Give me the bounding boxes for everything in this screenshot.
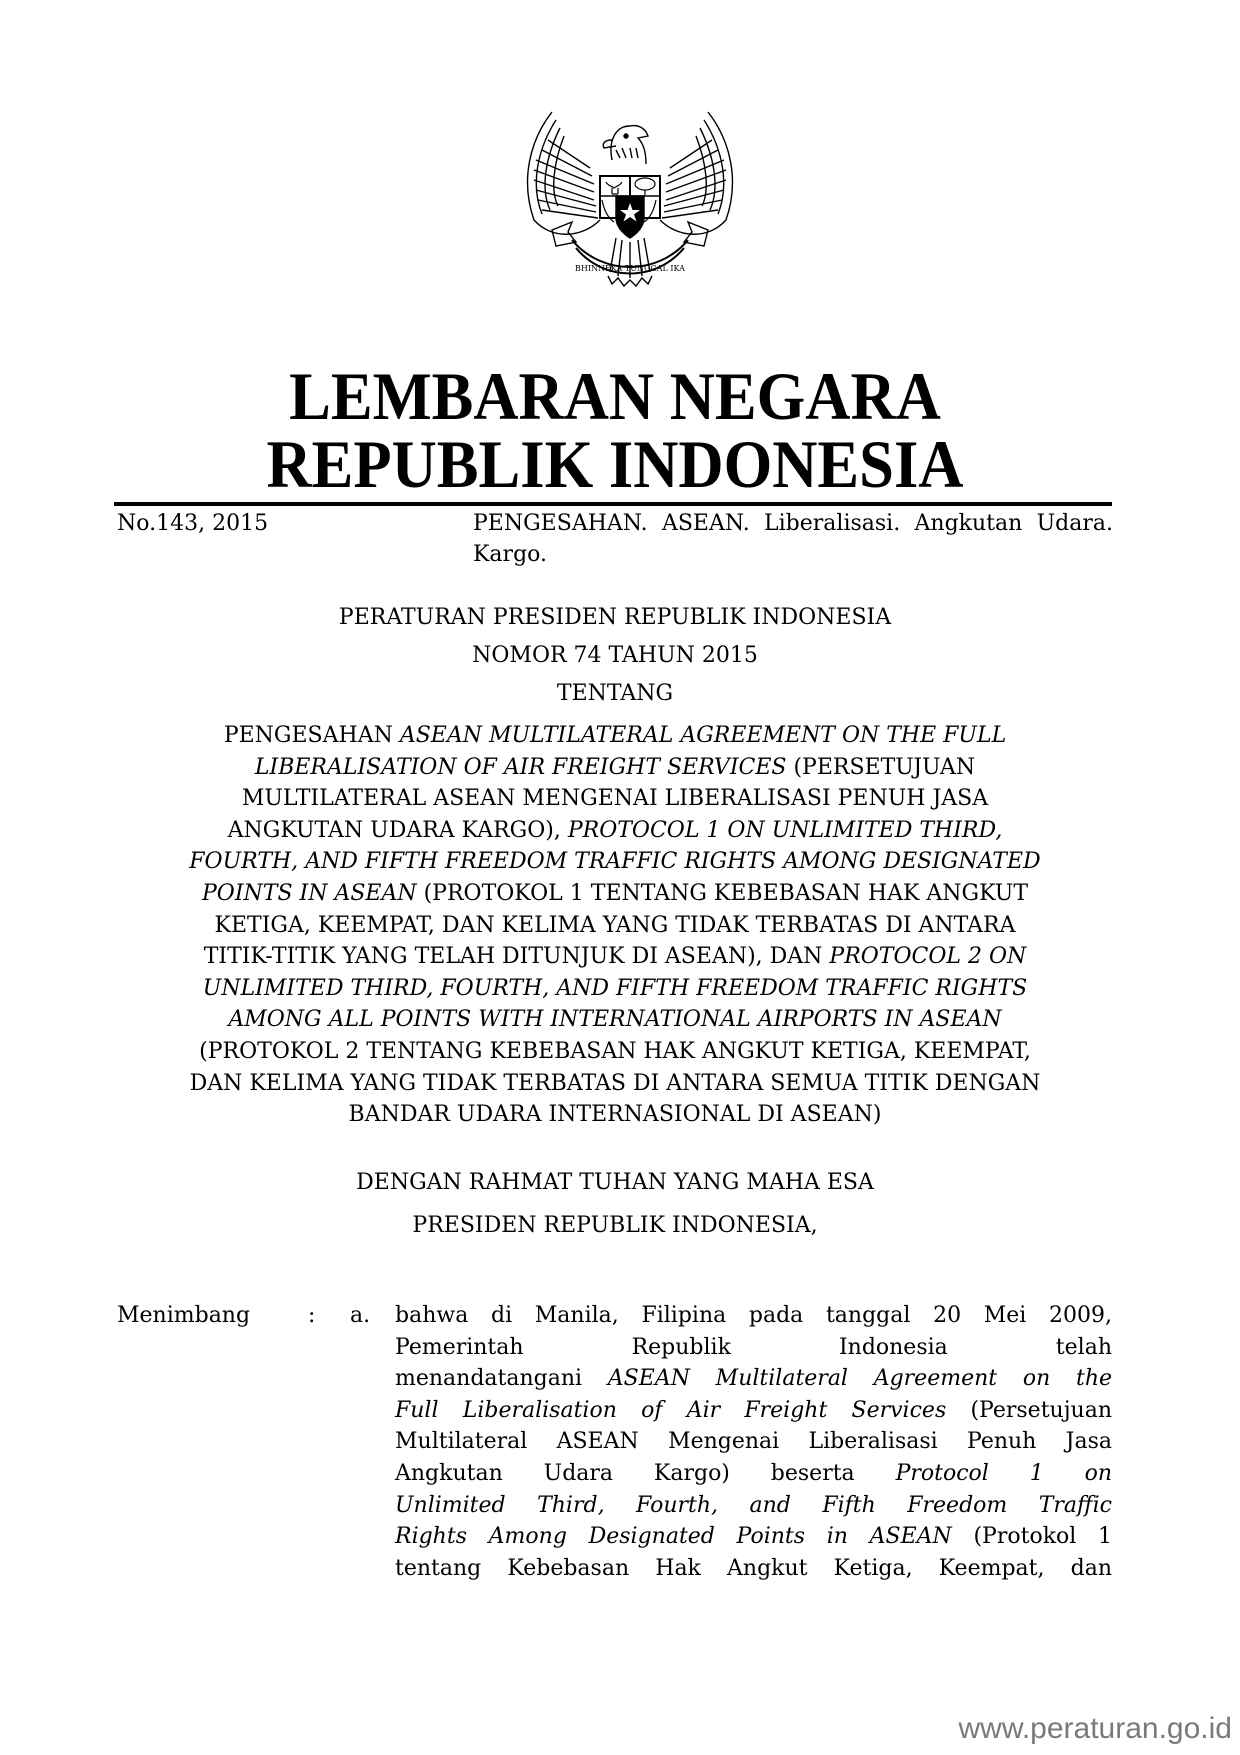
text-segment: Multilateral ASEAN Mengenai Liberalisasi Penuh Jasa [395,1429,1112,1455]
italic-segment: ASEAN Multilateral Agreement on the [607,1366,1113,1392]
title-line [110,1036,1120,1068]
text-segment: (PROTOKOL 2 TENTANG KEBEBASAN HAK ANGKUT KETIGA, KEEMPAT, [199,1038,1031,1064]
left-wing [528,112,600,234]
text-segment: menandatangani [395,1366,608,1392]
regulation-heading: PERATURAN PRESIDEN REPUBLIK INDONESIA [338,605,892,630]
title-line [110,941,1120,973]
considering-colon: : [308,1303,316,1328]
title-line [110,752,1120,784]
masthead-line-2: REPUBLIK INDONESIA [266,426,964,502]
text-segment: Pemerintah Republik Indonesia telah [395,1334,1112,1360]
issue-subject: PENGESAHAN. ASEAN. Liberalisasi. Angkutan Udara. Kargo. [473,511,1113,567]
text-segment: tentang Kebebasan Hak Angkut Ketiga, Keempat, dan [395,1555,1112,1581]
italic-segment: Protocol 1 on [895,1460,1112,1486]
svg-text:BHINNEKA TUNGGAL IKA: BHINNEKA TUNGGAL IKA [575,264,685,273]
title-line [110,783,1120,815]
considering-line [395,1521,1112,1553]
considering-line [395,1363,1112,1395]
text-segment: (PERSETUJUAN [786,754,976,780]
considering-line [395,1332,1112,1364]
issuer: PRESIDEN REPUBLIK INDONESIA, [412,1213,818,1238]
considering-label: Menimbang [117,1303,251,1328]
text-segment: PENGESAHAN [223,723,400,748]
text-segment: TITIK-TITIK YANG TELAH DITUNJUK DI ASEAN), DAN [203,944,830,970]
title-line [110,720,1120,752]
invocation: DENGAN RAHMAT TUHAN YANG MAHA ESA [356,1170,874,1195]
italic-segment: PROTOCOL 1 ON UNLIMITED THIRD, [567,817,1003,843]
garuda-pancasila-emblem-icon [512,100,748,300]
issue-number: No.143, 2015 [117,511,269,536]
text-segment: ANGKUTAN UDARA KARGO), [227,817,568,843]
masthead-divider [114,502,1112,506]
text-segment: MULTILATERAL ASEAN MENGENAI LIBERALISASI PENUH JASA [241,786,989,812]
italic-segment: Unlimited Third, Fourth, and Fifth Freedom Traffic [395,1492,1112,1518]
considering-item-body [395,1300,1112,1584]
title-line [110,846,1120,878]
text-segment: (PROTOKOL 1 TENTANG KEBEBASAN HAK ANGKUT [416,880,1028,906]
text-segment: BANDAR UDARA INTERNASIONAL DI ASEAN) [348,1102,882,1128]
text-segment: (Persetujuan [946,1397,1112,1423]
regulation-title [110,720,1120,1131]
text-segment: Angkutan Udara Kargo) beserta [395,1460,896,1486]
title-line [110,1004,1120,1036]
italic-segment: POINTS IN ASEAN [202,880,417,906]
right-wing [660,112,732,234]
italic-segment: LIBERALISATION OF AIR FREIGHT SERVICES [254,754,787,780]
regulation-number: NOMOR 74 TAHUN 2015 [472,643,758,668]
regulation-about: TENTANG [556,681,674,706]
considering-line [395,1300,1112,1332]
considering-line [395,1490,1112,1522]
title-line [110,1068,1120,1100]
italic-segment: Rights Among Designated Points in ASEAN [395,1524,952,1550]
masthead-line-1: LEMBARAN NEGARA [289,358,941,434]
text-segment: KETIGA, KEEMPAT, DAN KELIMA YANG TIDAK TERBATAS DI ANTARA [214,912,1016,938]
title-line [110,910,1120,942]
title-line [110,973,1120,1005]
considering-line [395,1458,1112,1490]
italic-segment: Full Liberalisation of Air Freight Services [395,1397,947,1423]
text-segment: (Protokol 1 [951,1524,1112,1550]
considering-line [395,1426,1112,1458]
title-line [110,1099,1120,1131]
title-line [110,815,1120,847]
text-segment: bahwa di Manila, Filipina pada tanggal 20 Mei 2009, [395,1303,1112,1328]
italic-segment: ASEAN MULTILATERAL AGREEMENT ON THE FULL [399,723,1007,748]
italic-segment: PROTOCOL 2 ON [829,944,1027,970]
watermark-url: www.peraturan.go.id [958,1712,1232,1745]
italic-segment: UNLIMITED THIRD, FOURTH, AND FIFTH FREEDOM TRAFFIC RIGHTS [202,975,1028,1001]
italic-segment: FOURTH, AND FIFTH FREEDOM TRAFFIC RIGHTS AMONG DESIGNATED [189,849,1041,875]
considering-line [395,1395,1112,1427]
italic-segment: AMONG ALL POINTS WITH INTERNATIONAL AIRPORTS IN ASEAN [228,1007,1002,1033]
masthead-title [150,358,1079,502]
considering-item-letter: a. [350,1303,371,1328]
text-segment: DAN KELIMA YANG TIDAK TERBATAS DI ANTARA SEMUA TITIK DENGAN [189,1070,1041,1096]
considering-line [395,1553,1112,1585]
title-line [110,878,1120,910]
